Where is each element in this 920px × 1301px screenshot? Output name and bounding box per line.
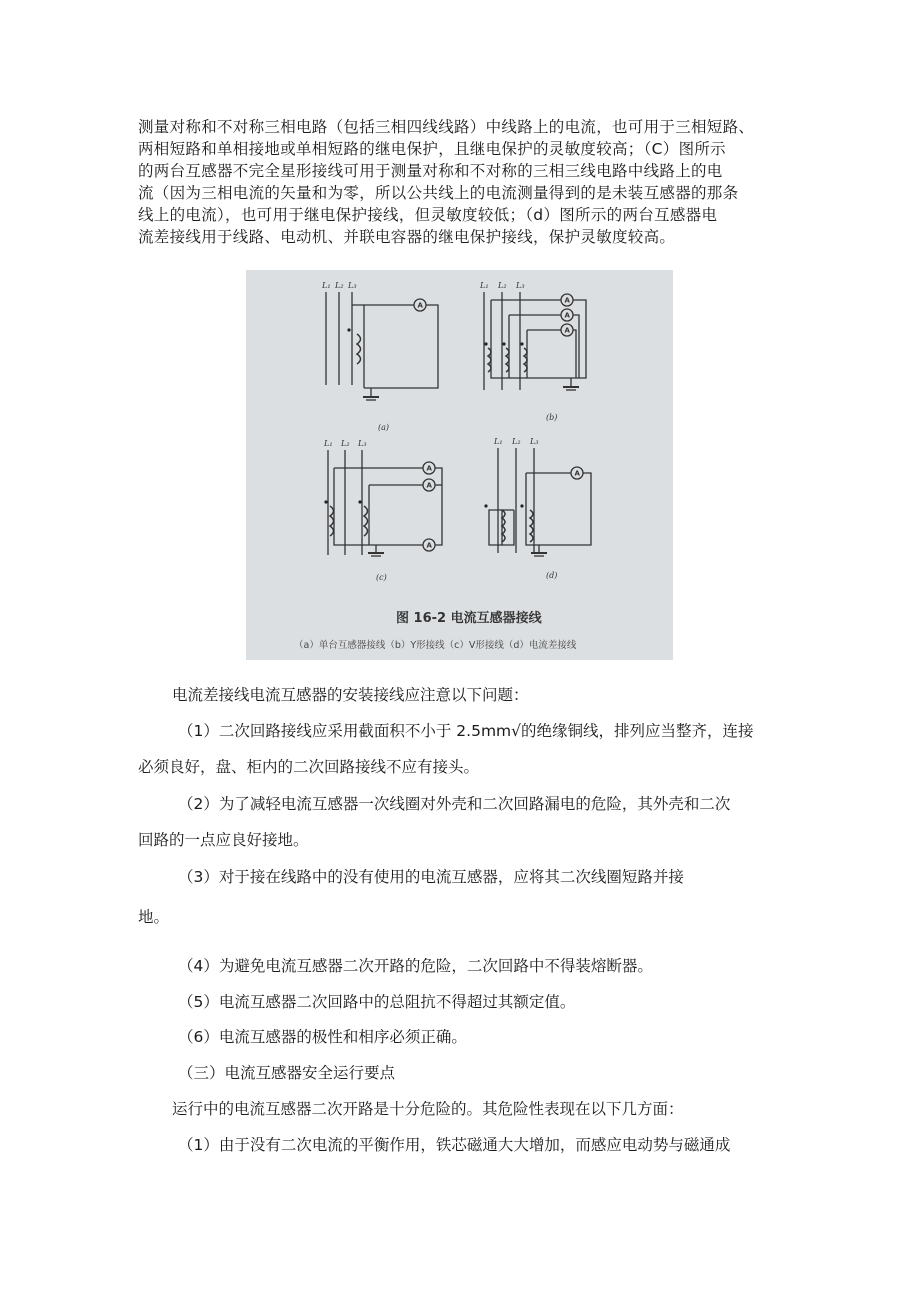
line-label: L₃ [516, 281, 525, 290]
figure-subcaption: （a）单台互感器接线（b）Y形接线（c）V形接线（d）电流差接线 [294, 640, 577, 651]
ammeter-label: A [417, 301, 423, 310]
body-paragraph: （6）电流互感器的极性和相序必须正确。 [178, 1028, 467, 1046]
diagram-d [489, 448, 591, 556]
body-paragraph: 电流差接线电流互感器的安装接线应注意以下问题： [172, 686, 529, 704]
diagram-b [484, 292, 586, 390]
intro-line: 两相短路和单相接地或单相短路的继电保护，且继电保护的灵敏度较高；（C）图所示 [138, 140, 726, 158]
line-label: L₁ [494, 437, 503, 446]
section-heading: （三）电流互感器安全运行要点 [178, 1064, 396, 1082]
body-paragraph: （5）电流互感器二次回路中的总阻抗不得超过其额定值。 [178, 993, 576, 1011]
ammeter-label: A [426, 464, 432, 473]
line-label: L₂ [512, 437, 521, 446]
line-label: L₂ [498, 281, 507, 290]
intro-paragraph [138, 116, 788, 248]
body-paragraph: 地。 [138, 908, 170, 926]
intro-line: 的两台互感器不完全星形接线可用于测量对称和不对称的三相三线电路中线路上的电 [138, 162, 723, 180]
line-label: L₁ [480, 281, 489, 290]
body-paragraph: （1）由于没有二次电流的平衡作用，铁芯磁通大大增加，而感应电动势与磁通成 [178, 1136, 731, 1154]
panel-label-d: (d) [546, 571, 558, 580]
body-paragraph: （1）二次回路接线应采用截面积不小于 2.5mm√的绝缘铜线，排列应当整齐，连接 [178, 722, 754, 740]
body-paragraph: （3）对于接在线路中的没有使用的电流互感器，应将其二次线圈短路并接 [178, 868, 684, 886]
ct-wiring-figure [246, 270, 673, 660]
line-label: L₁ [322, 281, 331, 290]
line-label: L₃ [358, 439, 367, 448]
intro-line: 流（因为三相电流的矢量和为零，所以公共线上的电流测量得到的是未装互感器的那条 [138, 184, 739, 202]
panel-label-b: (b) [546, 413, 558, 422]
body-paragraph: （2）为了减轻电流互感器一次线圈对外壳和二次回路漏电的危险，其外壳和二次 [178, 795, 731, 813]
ammeter-label: A [574, 469, 580, 478]
ammeter-label: A [564, 296, 570, 305]
line-label: L₃ [530, 437, 539, 446]
body-paragraph: 回路的一点应良好接地。 [138, 831, 309, 849]
ammeter-label: A [564, 311, 570, 320]
intro-line: 流差接线用于线路、电动机、并联电容器的继电保护接线，保护灵敏度较高。 [138, 228, 676, 246]
line-label: L₂ [335, 281, 344, 290]
intro-line: 线上的电流），也可用于继电保护接线，但灵敏度较低；（d）图所示的两台互感器电 [138, 206, 718, 224]
panel-label-a: (a) [378, 423, 390, 432]
figure-caption: 图 16-2 电流互感器接线 [396, 611, 542, 626]
ammeter-label: A [426, 481, 432, 490]
line-label: L₃ [348, 281, 357, 290]
body-paragraph: 必须良好，盘、柜内的二次回路接线不应有接头。 [138, 758, 480, 776]
diagram-c [328, 450, 442, 556]
ammeter-label: A [564, 326, 570, 335]
ammeter-label: A [426, 541, 432, 550]
body-paragraph: 运行中的电流互感器二次开路是十分危险的。其危险性表现在以下几方面： [172, 1100, 684, 1118]
panel-label-c: (c) [376, 573, 387, 582]
line-label: L₂ [341, 439, 350, 448]
body-paragraph: （4）为避免电流互感器二次开路的危险，二次回路中不得装熔断器。 [178, 957, 653, 975]
line-label: L₁ [324, 439, 333, 448]
ct-wiring-diagram [246, 270, 673, 660]
intro-line: 测量对称和不对称三相电路（包括三相四线线路）中线路上的电流，也可用于三相短路、 [138, 118, 755, 136]
